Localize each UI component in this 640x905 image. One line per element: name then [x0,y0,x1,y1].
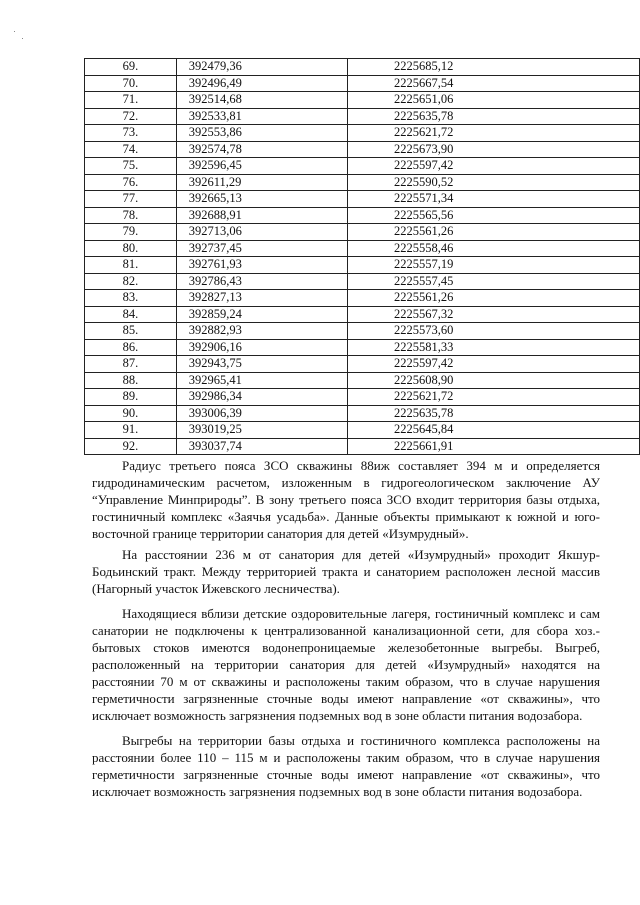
table-row [85,191,640,208]
point-number-cell: 92. [85,438,177,455]
y-coordinate-cell: 2225558,46 [348,240,640,257]
point-number-cell: 81. [85,257,177,274]
body-text [92,457,600,808]
point-number-cell: 77. [85,191,177,208]
x-coordinate-cell: 392611,29 [176,174,347,191]
point-number-cell: 84. [85,306,177,323]
table-row [85,224,640,241]
x-coordinate-cell: 392986,34 [176,389,347,406]
x-coordinate-cell: 392665,13 [176,191,347,208]
point-number-cell: 78. [85,207,177,224]
x-coordinate-cell: 392596,45 [176,158,347,175]
y-coordinate-cell: 2225565,56 [348,207,640,224]
y-coordinate-cell: 2225608,90 [348,372,640,389]
point-number-cell: 74. [85,141,177,158]
y-coordinate-cell: 2225667,54 [348,75,640,92]
paragraph-cesspools-sanatorium: Находящиеся вблизи детские оздоровительные лагеря, гостиничный комплекс и сам санатории не подключены к централизованной канализационной сети, для сбора хоз.-бытовых стоков имеются водонепроницаемые железобетонные выгребы. Выгреб, расположенный на территории санатория для детей «Изумрудный» находятся на расстоянии 70 м от скважины и расположены таким образом, что в случае нарушения герметичности загрязненные сточные воды имеют направление «от скважины», что исключает возможность загрязнения подземных вод в зоне области питания водозабора. [92,606,600,723]
x-coordinate-cell: 392786,43 [176,273,347,290]
table-row [85,389,640,406]
x-coordinate-cell: 392713,06 [176,224,347,241]
point-number-cell: 82. [85,273,177,290]
table-row [85,306,640,323]
point-number-cell: 85. [85,323,177,340]
coordinates-table [84,58,640,455]
paragraph-cesspools-recreation: Выгребы на территории базы отдыха и гостиничного комплекса расположены на расстоянии более 110 – 115 м и расположены таким образом, что в случае нарушения герметичности загрязненные сточные воды имеют направление «от скважины», что исключает возможность загрязнения подземных вод в зоне области питания водозабора. [92,733,600,799]
table-row [85,59,640,76]
x-coordinate-cell: 392737,45 [176,240,347,257]
table-row [85,125,640,142]
y-coordinate-cell: 2225557,45 [348,273,640,290]
x-coordinate-cell: 392827,13 [176,290,347,307]
paragraph-zso-third-belt: Радиус третьего пояса ЗСО скважины 88иж составляет 394 м и определяется гидродинамическим расчетом, изложенным в гидрогеологическом заключение АУ “Управление Минприроды”. В зону третьего пояса ЗСО входит территория базы отдыха, гостиничный комплекс «Заячья усадьба». Данные объекты примыкают к южной и юго-восточной границе территории санатория для детей «Изумрудный». [92,458,600,541]
y-coordinate-cell: 2225590,52 [348,174,640,191]
x-coordinate-cell: 392514,68 [176,92,347,109]
table-row [85,273,640,290]
point-number-cell: 71. [85,92,177,109]
y-coordinate-cell: 2225635,78 [348,405,640,422]
table-row [85,339,640,356]
y-coordinate-cell: 2225673,90 [348,141,640,158]
x-coordinate-cell: 392943,75 [176,356,347,373]
point-number-cell: 73. [85,125,177,142]
y-coordinate-cell: 2225651,06 [348,92,640,109]
y-coordinate-cell: 2225661,91 [348,438,640,455]
point-number-cell: 79. [85,224,177,241]
x-coordinate-cell: 392882,93 [176,323,347,340]
x-coordinate-cell: 393006,39 [176,405,347,422]
scan-speck [14,31,15,32]
table-row [85,356,640,373]
y-coordinate-cell: 2225573,60 [348,323,640,340]
x-coordinate-cell: 392496,49 [176,75,347,92]
table-row [85,75,640,92]
table-row [85,240,640,257]
table-row [85,405,640,422]
y-coordinate-cell: 2225561,26 [348,290,640,307]
table-row [85,422,640,439]
x-coordinate-cell: 392688,91 [176,207,347,224]
y-coordinate-cell: 2225645,84 [348,422,640,439]
y-coordinate-cell: 2225571,34 [348,191,640,208]
y-coordinate-cell: 2225621,72 [348,125,640,142]
point-number-cell: 88. [85,372,177,389]
table-row [85,257,640,274]
table-row [85,207,640,224]
point-number-cell: 89. [85,389,177,406]
x-coordinate-cell: 393019,25 [176,422,347,439]
x-coordinate-cell: 392479,36 [176,59,347,76]
y-coordinate-cell: 2225685,12 [348,59,640,76]
table-row [85,92,640,109]
point-number-cell: 80. [85,240,177,257]
point-number-cell: 86. [85,339,177,356]
x-coordinate-cell: 392906,16 [176,339,347,356]
scan-speck [22,38,23,39]
y-coordinate-cell: 2225621,72 [348,389,640,406]
y-coordinate-cell: 2225597,42 [348,356,640,373]
y-coordinate-cell: 2225557,19 [348,257,640,274]
y-coordinate-cell: 2225561,26 [348,224,640,241]
point-number-cell: 91. [85,422,177,439]
y-coordinate-cell: 2225597,42 [348,158,640,175]
point-number-cell: 76. [85,174,177,191]
point-number-cell: 90. [85,405,177,422]
point-number-cell: 83. [85,290,177,307]
table-row [85,158,640,175]
table-row [85,323,640,340]
x-coordinate-cell: 392965,41 [176,372,347,389]
y-coordinate-cell: 2225581,33 [348,339,640,356]
table-row [85,372,640,389]
point-number-cell: 72. [85,108,177,125]
x-coordinate-cell: 392533,81 [176,108,347,125]
table-row [85,290,640,307]
x-coordinate-cell: 392574,78 [176,141,347,158]
point-number-cell: 75. [85,158,177,175]
table-row [85,438,640,455]
point-number-cell: 69. [85,59,177,76]
table-row [85,141,640,158]
point-number-cell: 70. [85,75,177,92]
y-coordinate-cell: 2225635,78 [348,108,640,125]
x-coordinate-cell: 392859,24 [176,306,347,323]
point-number-cell: 87. [85,356,177,373]
x-coordinate-cell: 392553,86 [176,125,347,142]
paragraph-tract: На расстоянии 236 м от санатория для детей «Изумрудный» проходит Якшур-Бодьинский тракт. Между территорией тракта и санаторием расположен лесной массив (Нагорный участок Ижевского лесничества). [92,547,600,596]
x-coordinate-cell: 393037,74 [176,438,347,455]
table-row [85,108,640,125]
y-coordinate-cell: 2225567,32 [348,306,640,323]
x-coordinate-cell: 392761,93 [176,257,347,274]
table-row [85,174,640,191]
coordinates-table-body [85,59,640,455]
